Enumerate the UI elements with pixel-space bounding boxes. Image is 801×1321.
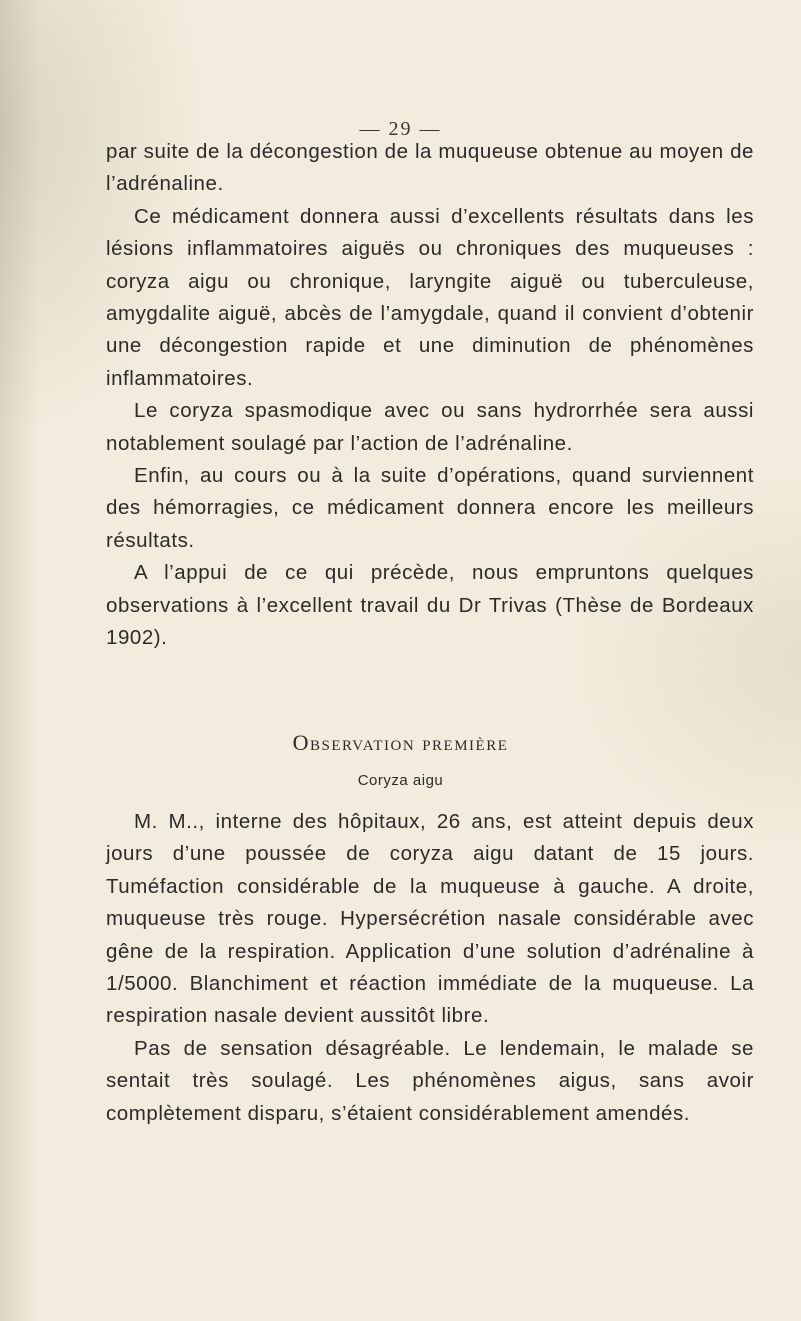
bottom-text-block — [106, 806, 754, 1130]
paragraph: Ce médicament donnera aussi d’excellents résultats dans les lésions inflammatoires aiguës ou chroniques des muqueuses : coryza aigu ou chronique, laryngite aiguë ou tuberculeuse, amygdalite aiguë, abcès de l’amygdale, quand il convient d’obtenir une décongestion rapide et une diminution de phénomènes inflammatoires. — [106, 204, 754, 390]
top-text-block — [106, 136, 754, 655]
paragraph: A l’appui de ce qui précède, nous empruntons quelques observations à l’excellent travail du Dr Trivas (Thèse de Bordeaux 1902). — [106, 561, 754, 650]
paragraph: M. M.., interne des hôpitaux, 26 ans, est atteint depuis deux jours d’une poussée de coryza aigu datant de 15 jours. Tuméfaction considérable de la muqueuse à gauche. A droite, muqueuse très rouge. Hypersécrétion nasale considérable avec gêne de la respiration. Application d’une solution d’adrénaline à 1/5000. Blanchiment et réaction immédiate de la muqueuse. La respiration nasale devient aussitôt libre. — [106, 810, 754, 1028]
page-number: — 29 — — [359, 118, 442, 140]
paragraph: Le coryza spasmodique avec ou sans hydrorrhée sera aussi notablement soulagé par l’action de l’adrénaline. — [106, 399, 754, 455]
observation-subheading: Coryza aigu — [357, 772, 444, 789]
observation-heading: Observation première — [292, 730, 509, 755]
paragraph: Enfin, au cours ou à la suite d’opérations, quand surviennent des hémorragies, ce médicament donnera encore les meilleurs résultats. — [106, 464, 754, 552]
paragraph: Pas de sensation désagréable. Le lendemain, le malade se sentait très soulagé. Les phénomènes aigus, sans avoir complètement disparu, s’étaient considérablement amendés. — [106, 1036, 754, 1125]
paragraph: par suite de la décongestion de la muqueuse obtenue au moyen de l’adrénaline. — [106, 140, 754, 196]
